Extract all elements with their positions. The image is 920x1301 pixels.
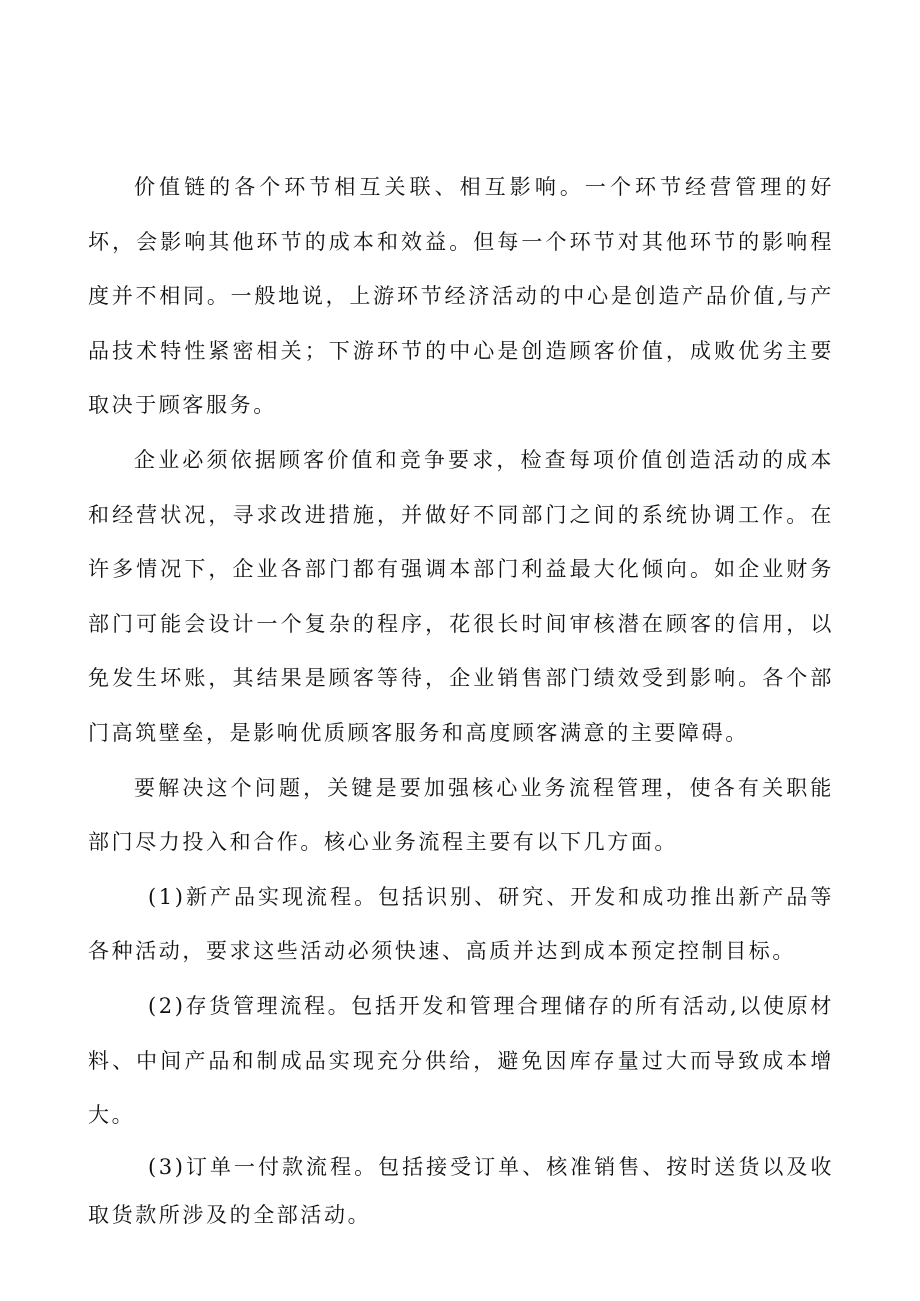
- list-item-new-product-process: (1)新产品实现流程。包括识别、研究、开发和成功推出新产品等各种活动，要求这些活动必须快速、高质并达到成本预定控制目标。: [88, 884, 834, 964]
- paragraph-enterprise-coordination: 企业必须依据顾客价值和竞争要求，检查每项价值创造活动的成本和经营状况，寻求改进措施，并做好不同部门之间的系统协调工作。在许多情况下，企业各部门都有强调本部门利益最大化倾向。如企业财务部门可能会设计一个复杂的程序，花很长时间审核潜在顾客的信用，以免发生坏账，其结果是顾客等待，企业销售部门绩效受到影响。各个部门高筑壁垒，是影响优质顾客服务和高度顾客满意的主要障碍。: [88, 447, 834, 745]
- document-body: [88, 160, 834, 1239]
- list-item-inventory-process: (2)存货管理流程。包括开发和管理合理储存的所有活动,以使原材料、中间产品和制成品实现充分供给，避免因库存量过大而导致成本增大。: [88, 993, 834, 1128]
- paragraph-value-chain: 价值链的各个环节相互关联、相互影响。一个环节经营管理的好坏，会影响其他环节的成本和效益。但每一个环节对其他环节的影响程度并不相同。一般地说，上游环节经济活动的中心是创造产品价值,与产品技术特性紧密相关；下游环节的中心是创造顾客价值，成败优劣主要取决于顾客服务。: [88, 175, 834, 418]
- list-item-order-payment-process: (3)订单一付款流程。包括接受订单、核准销售、按时送货以及收取货款所涉及的全部活动。: [88, 1154, 834, 1227]
- paragraph-core-process-intro: 要解决这个问题，关键是要加强核心业务流程管理，使各有关职能部门尽力投入和合作。核心业务流程主要有以下几方面。: [88, 775, 834, 855]
